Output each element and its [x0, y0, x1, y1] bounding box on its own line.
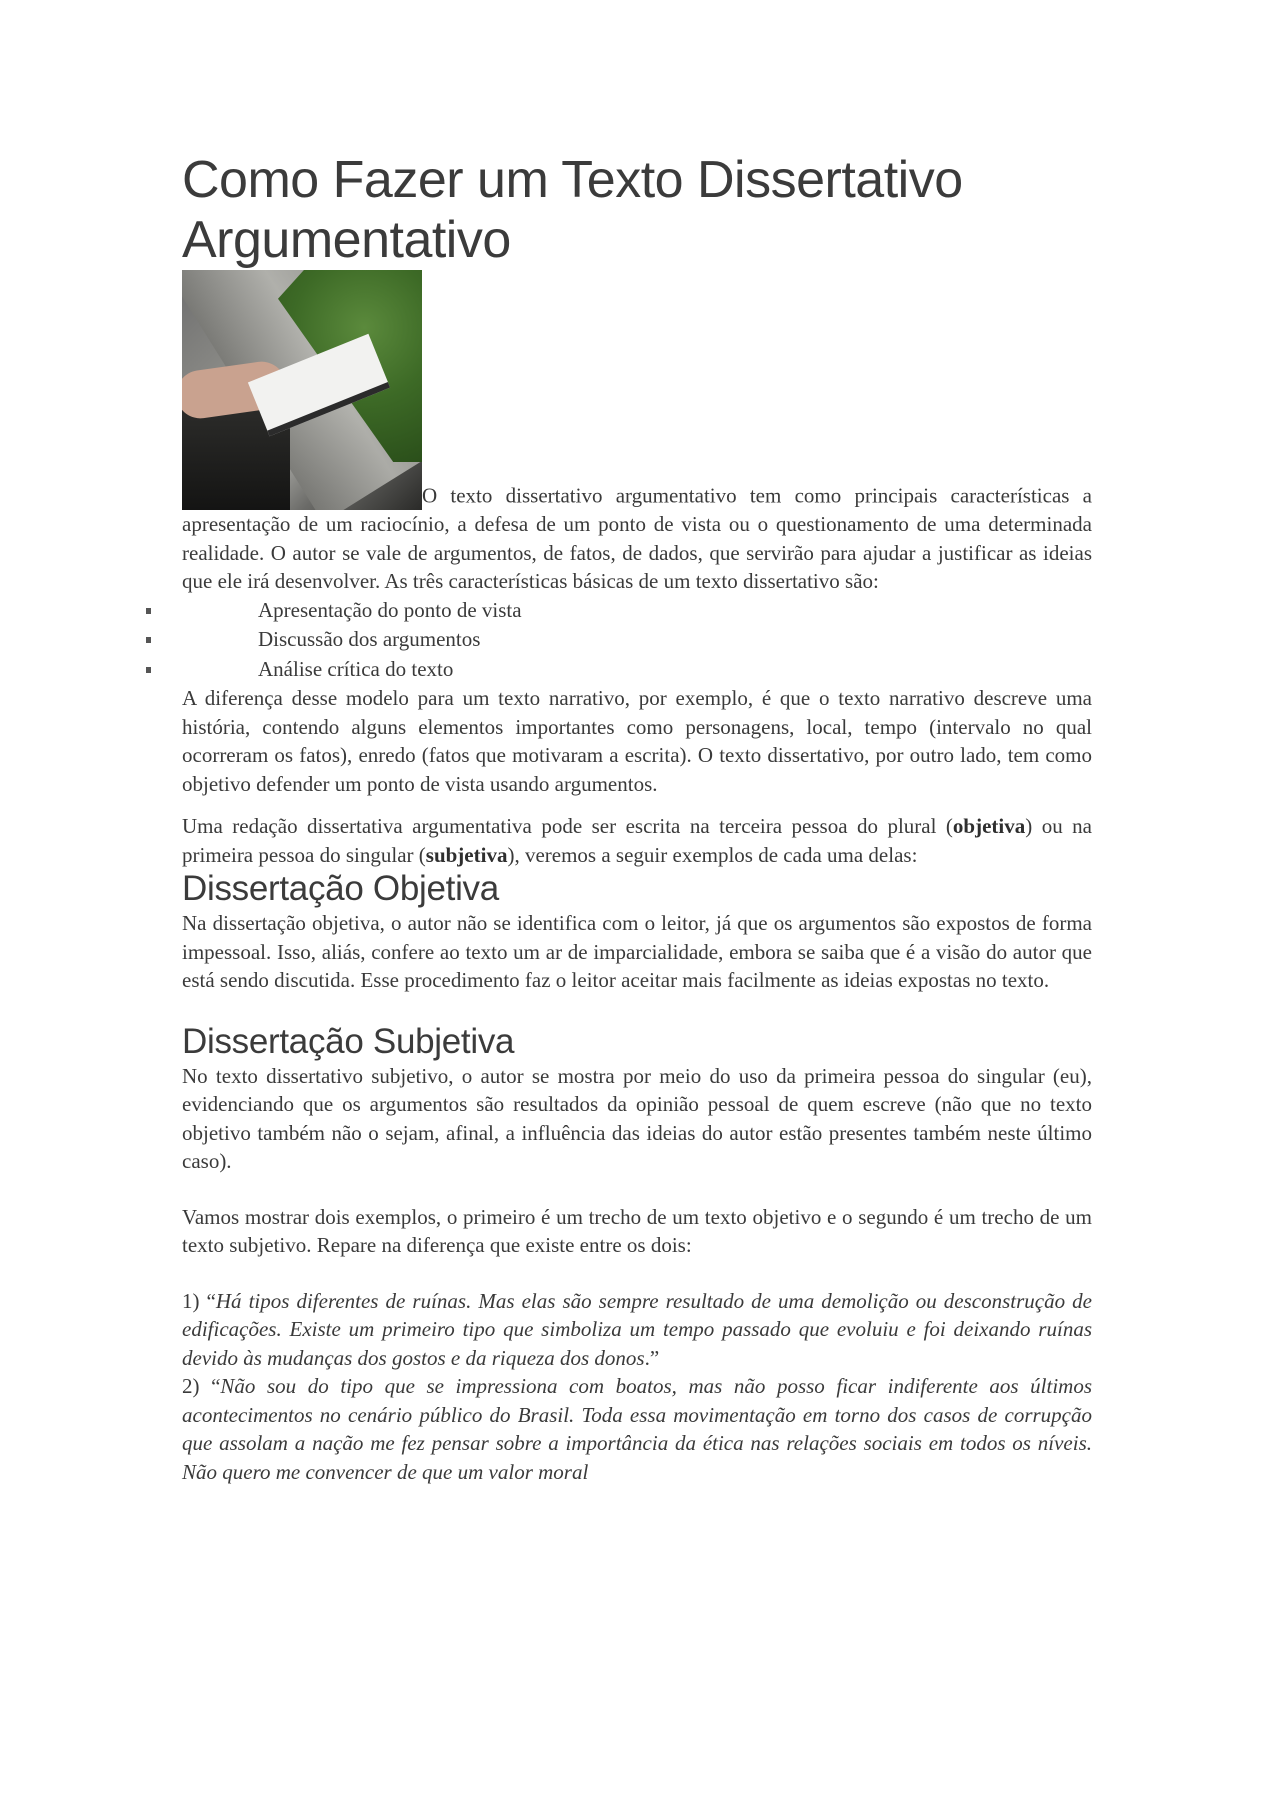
characteristics-list	[182, 596, 1092, 685]
heading-objective: Dissertação Objetiva	[182, 869, 499, 908]
example-1: 1) “Há tipos diferentes de ruínas. Mas elas são sempre resultado de uma demolição ou desconstrução de edificações. Existe um primeiro tipo que simboliza um tempo passado que evoluiu e foi deixando ruínas devido às mudanças dos gostos e da riqueza dos donos.”	[182, 1288, 1092, 1370]
list-item: Análise crítica do texto	[182, 655, 1092, 685]
bold-subjetiva: subjetiva	[425, 842, 508, 867]
intro-text: O texto dissertativo argumentativo tem como principais características a apresentação de um raciocínio, a defesa de um ponto de vista ou o questionamento de uma determinada realidade. O autor se vale de argumentos, de fatos, de dados, que servirão para ajudar a justificar as ideias que ele irá desenvolver. As três características básicas de um texto dissertativo são:	[182, 483, 1092, 593]
page-title: Como Fazer um Texto Dissertativo Argumentativo	[182, 151, 963, 269]
objective-paragraph: Na dissertação objetiva, o autor não se identifica com o leitor, já que os argumentos são expostos de forma impessoal. Isso, aliás, confere ao texto um ar de imparcialidade, embora se saiba que é a visão do autor que está sendo discutida. Esse procedimento faz o leitor aceitar mais facilmente as ideias expostas no texto.	[182, 911, 1092, 992]
example-2: 2) “Não sou do tipo que se impressiona com boatos, mas não posso ficar indiferente aos últimos acontecimentos no cenário público do Brasil. Toda essa movimentação em torno dos casos de corrupção que assolam a nação me fez pensar sobre a importância da ética nas relações sociais em todos os níveis. Não quero me convencer de que um valor moral	[182, 1374, 1092, 1484]
photo-hands-writing-notebook-icon	[182, 270, 422, 510]
list-item: Discussão dos argumentos	[182, 625, 1092, 655]
difference-paragraph: A diferença desse modelo para um texto narrativo, por exemplo, é que o texto narrativo descreve uma história, contendo alguns elementos importantes como personagens, local, tempo (intervalo no qual ocorreram os fatos), enredo (fatos que motivaram a escrita). O texto dissertativo, por outro lado, tem como objetivo defender um ponto de vista usando argumentos.	[182, 686, 1092, 796]
list-item: Apresentação do ponto de vista	[182, 596, 1092, 626]
subjective-paragraph: No texto dissertativo subjetivo, o autor se mostra por meio do uso da primeira pessoa do singular (eu), evidenciando que os argumentos são resultados da opinião pessoal de quem escreve (não que no texto objetivo também não o sejam, afinal, a influência das ideias do autor estão presentes também neste último caso).	[182, 1063, 1092, 1173]
intro-paragraph	[182, 270, 1092, 596]
intro-block	[182, 270, 1092, 596]
document-page	[182, 150, 1092, 1486]
person-paragraph: Uma redação dissertativa argumentativa pode ser escrita na terceira pessoa do plural (objetiva) ou na primeira pessoa do singular (subjetiva), veremos a seguir exemplos de cada uma delas:	[182, 814, 1092, 867]
examples-intro: Vamos mostrar dois exemplos, o primeiro é um trecho de um texto objetivo e o segundo é um trecho de um texto subjetivo. Repare na diferença que existe entre os dois:	[182, 1204, 1092, 1257]
heading-subjective: Dissertação Subjetiva	[182, 1021, 515, 1061]
bold-objetiva: objetiva	[952, 814, 1026, 838]
